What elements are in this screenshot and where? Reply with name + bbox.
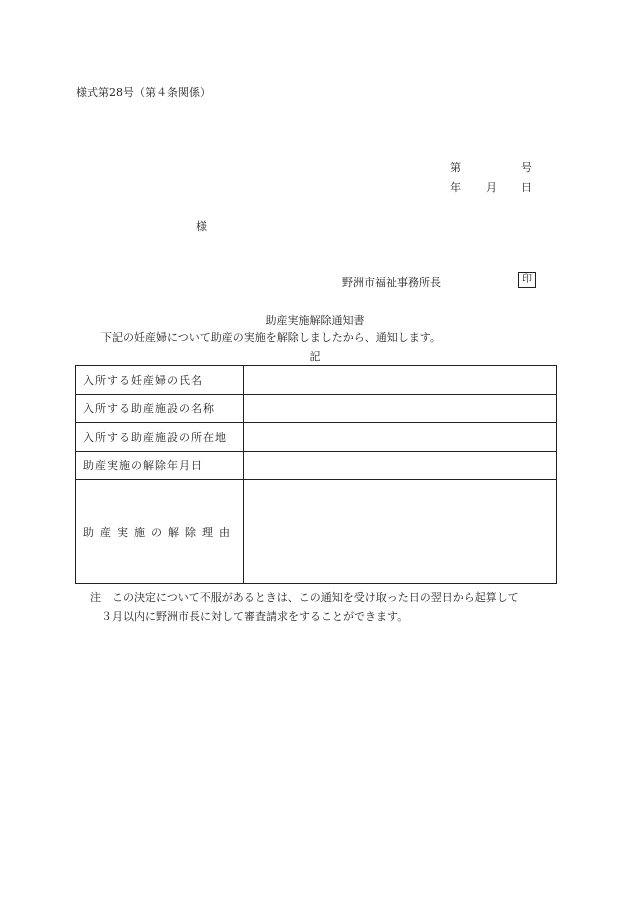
details-table <box>75 365 557 584</box>
document-number-label: 第 <box>450 161 461 174</box>
note-line-2: ３月以内に野洲市長に対して審査請求をすることができます。 <box>101 610 409 623</box>
document-title: 助産実施解除通知書 <box>265 314 365 327</box>
row-value-field[interactable] <box>244 451 557 480</box>
table-row <box>76 480 557 584</box>
reason-label: 助 産 実 施 の 解 除 理 由 <box>83 525 231 539</box>
date-year-label: 年 <box>450 181 461 194</box>
sender-name: 野洲市福祉事務所長 <box>342 276 441 289</box>
table-row <box>76 366 557 395</box>
intro-text: 下記の妊産婦について助産の実施を解除しましたから、通知します。 <box>101 331 441 344</box>
row-value-field[interactable] <box>244 480 557 584</box>
row-value-field[interactable] <box>244 423 557 452</box>
addressee-honorific: 様 <box>196 220 207 233</box>
date-month-label: 月 <box>486 181 497 194</box>
row-value-field[interactable] <box>244 366 557 395</box>
row-label: 助産実施の解除年月日 <box>76 451 244 480</box>
seal-stamp: 印 <box>518 272 536 288</box>
note-line-1: 注 この決定について不服があるときは、この通知を受け取った日の翌日から起算して <box>90 591 519 604</box>
form-number: 様式第28号（第４条関係） <box>76 86 211 99</box>
table-row <box>76 451 557 480</box>
row-label: 入所する助産施設の所在地 <box>76 423 244 452</box>
table-row <box>76 423 557 452</box>
row-label: 入所する妊産婦の氏名 <box>76 366 244 395</box>
table-row <box>76 394 557 423</box>
row-label <box>76 480 244 584</box>
row-label: 入所する助産施設の名称 <box>76 394 244 423</box>
ki-marker: 記 <box>309 350 321 363</box>
row-value-field[interactable] <box>244 394 557 423</box>
document-number-suffix: 号 <box>521 161 532 174</box>
date-day-label: 日 <box>521 181 532 194</box>
